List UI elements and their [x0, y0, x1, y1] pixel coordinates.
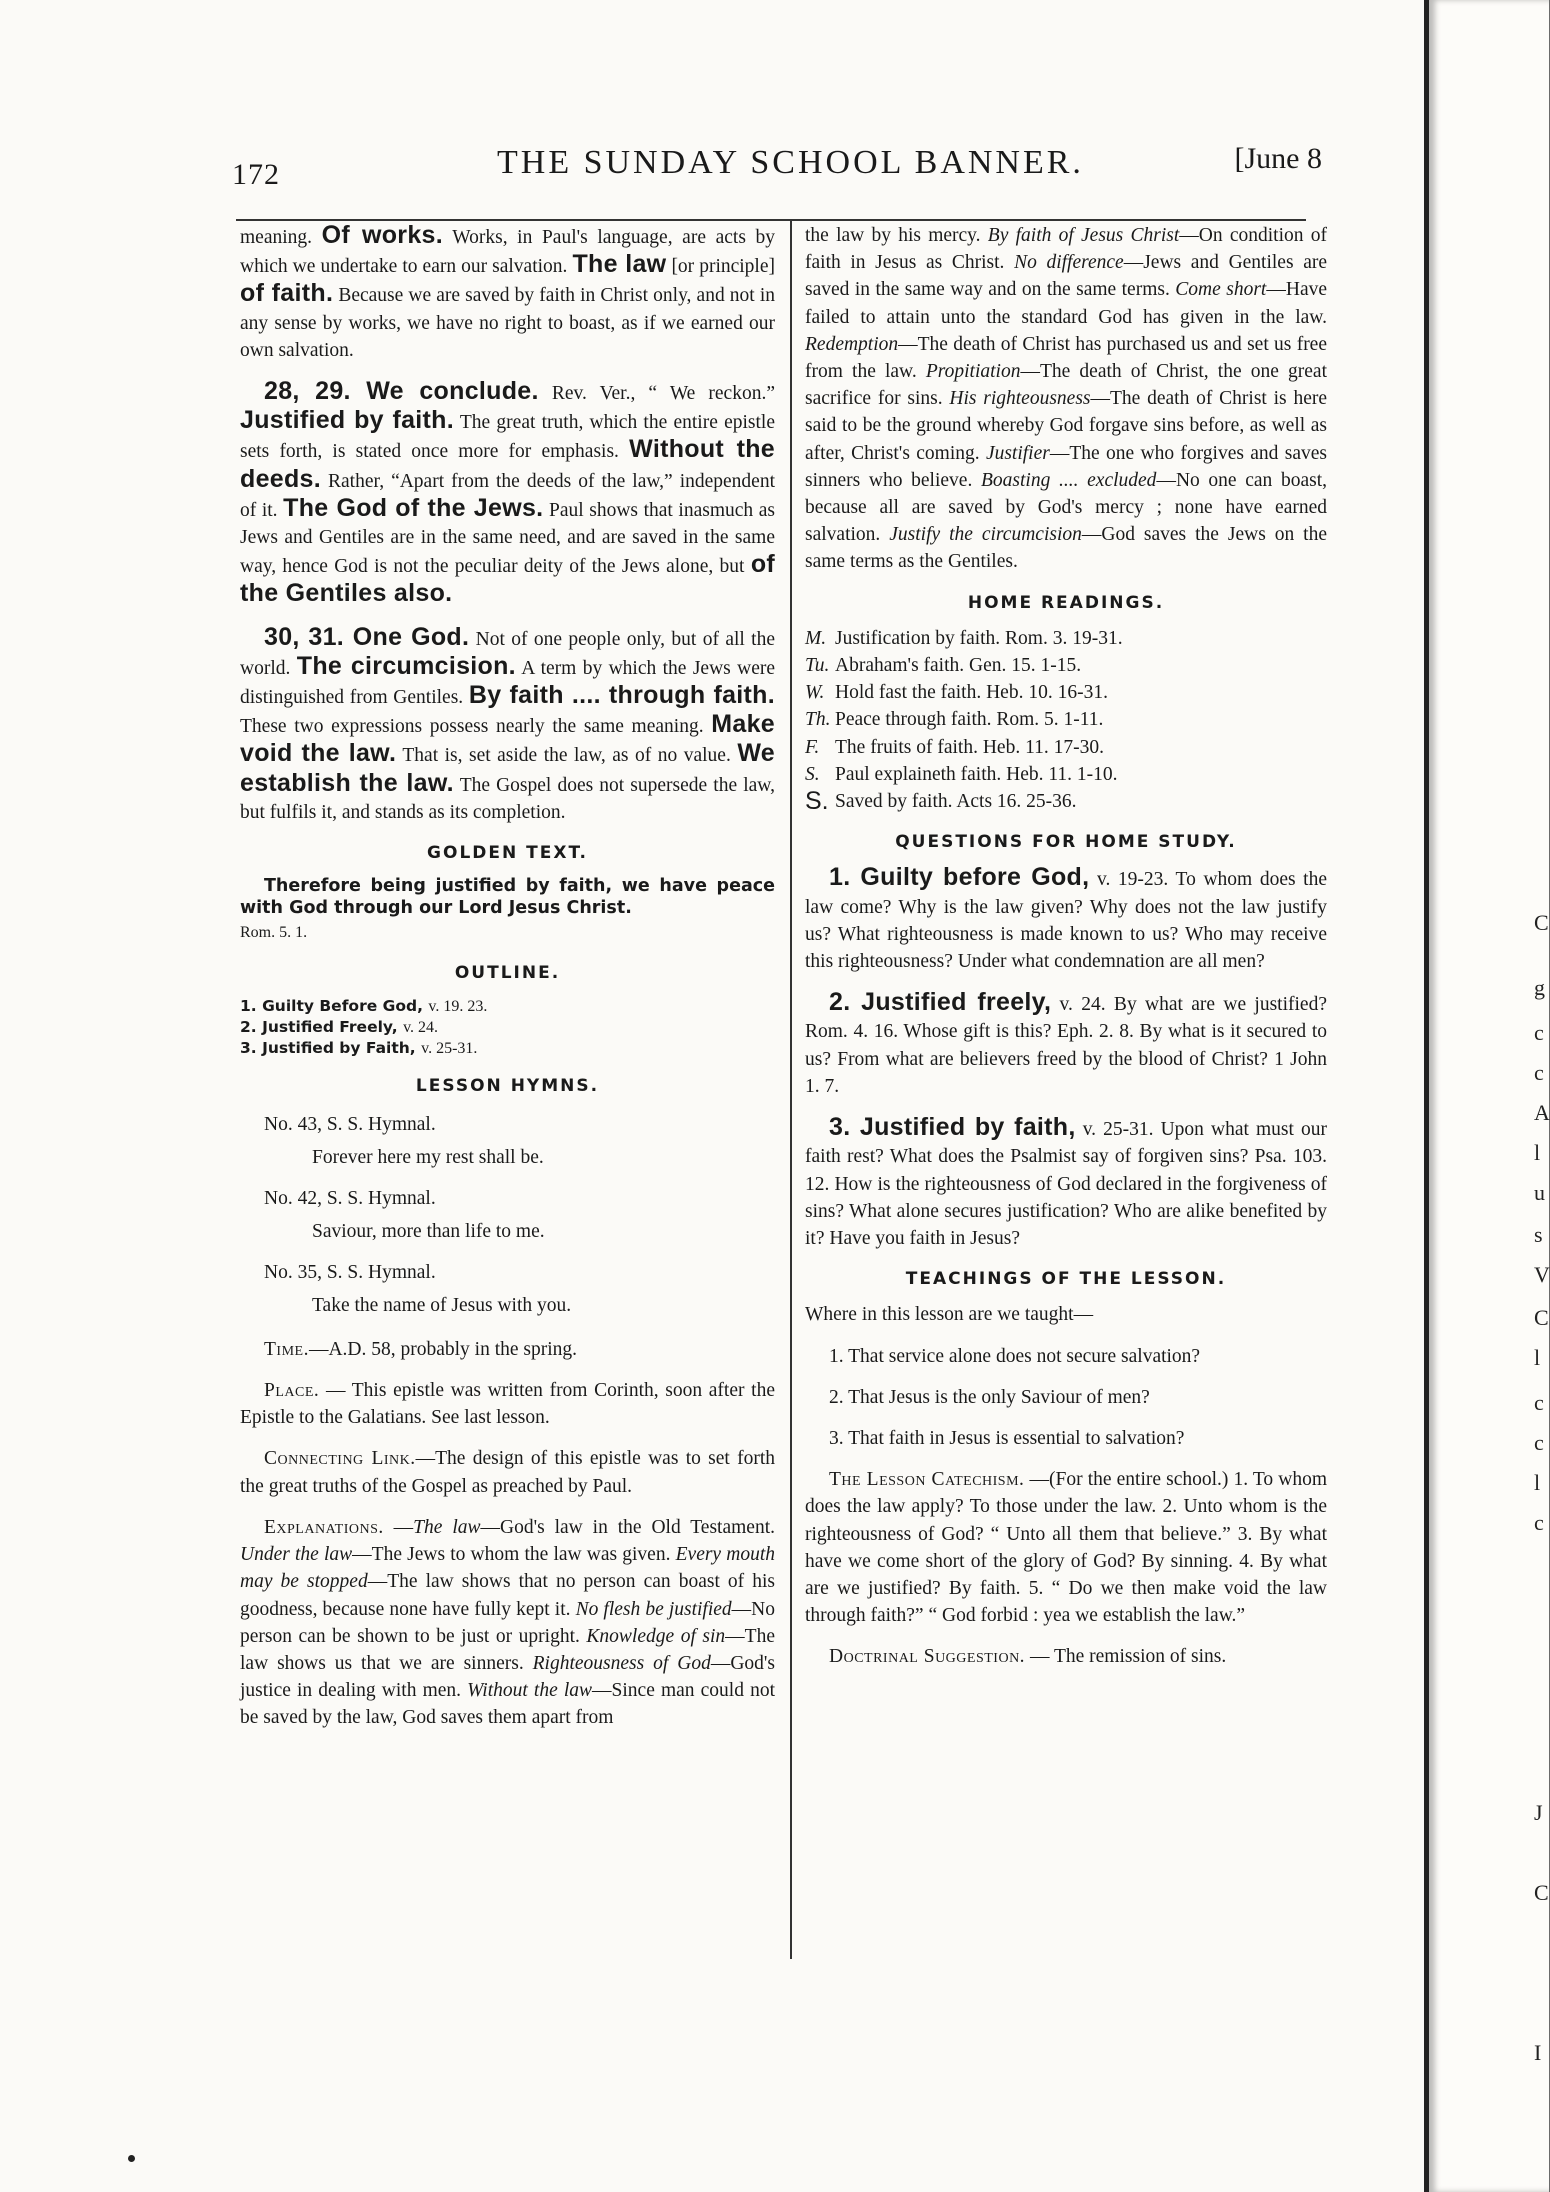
- explanation-text: —The one who forgives and saves sinners who believe.: [805, 442, 1327, 491]
- explanation-text: —No one can boast, because all are saved by God's mercy ; none have earned salvation.: [805, 469, 1327, 546]
- explanation-term: No flesh be justified: [575, 1598, 732, 1620]
- ink-speck: [128, 2155, 135, 2162]
- connecting-link-paragraph: Connecting Link.—The design of this epistle was to set forth the great truths of the Gospel as preached by Paul.: [240, 1448, 775, 1497]
- reading-item: Th. Peace through faith. Rom. 5. 1-11.: [805, 709, 1104, 731]
- explanation-text: —On condition of faith in Jesus as Christ.: [805, 225, 1328, 274]
- edge-letter: u: [1534, 1180, 1545, 1205]
- explanation-text: —The Jews to whom the law was given.: [352, 1544, 676, 1566]
- right-column: [805, 222, 1327, 1671]
- explanations-continued: [805, 222, 1327, 576]
- teachings-intro: Where in this lesson are we taught—: [805, 1304, 1094, 1326]
- catechism-paragraph: The Lesson Catechism. —(For the entire school.) 1. To whom does the law apply? To those under the law. 2. Unto whom is the righteousness of God? “ Unto all them that believe.” 3. By what have we come short of the glory of God? By sinning. 4. By what are we justified? By faith. 5. “ Do we then make void the law through faith?” “ God forbid : yea we establish the law.”: [805, 1469, 1327, 1627]
- explanation-text: —God's law in the Old Testament.: [480, 1516, 775, 1538]
- left-column: [240, 222, 775, 1732]
- outline-list: [240, 996, 775, 1059]
- golden-text-reference: Rom. 5. 1.: [240, 924, 308, 942]
- golden-text-heading: GOLDEN TEXT.: [427, 843, 588, 864]
- reading-item: W. Hold fast the faith. Heb. 10. 16-31.: [805, 682, 1108, 704]
- explanation-text: the law by his mercy.: [805, 225, 988, 246]
- outline-heading: OUTLINE.: [454, 963, 561, 984]
- explanation-term: Come short: [1175, 279, 1267, 301]
- hymns-heading: LESSON HYMNS.: [415, 1075, 600, 1096]
- explanation-term: No difference: [1014, 252, 1124, 274]
- explanation-text: —God saves the Jews on the same terms as the Gentiles.: [805, 524, 1328, 573]
- hymn-line: Take the name of Jesus with you.: [312, 1294, 572, 1316]
- golden-text: Therefore being justified by faith, we have peace with God through our Lord Jesus Christ.: [240, 876, 775, 919]
- explanation-term: Redemption: [805, 333, 899, 355]
- explanation-text: —Jews and Gentiles are saved in the same way and on the same terms.: [805, 252, 1327, 301]
- explanation-term: Knowledge of sin: [586, 1625, 726, 1647]
- teaching-item: 2. That Jesus is the only Saviour of men?: [829, 1386, 1150, 1408]
- explanation-text: —The death of Christ, the one great sacrifice for sins.: [805, 361, 1327, 410]
- edge-letter: C: [1534, 1305, 1549, 1330]
- hymn-line: Forever here my rest shall be.: [312, 1146, 544, 1168]
- explanation-term: Justifier: [985, 442, 1050, 464]
- edge-letter: c: [1534, 1390, 1544, 1415]
- explanation-term: By faith of Jesus Christ: [987, 225, 1180, 246]
- explanation-term: Without the law: [467, 1680, 593, 1702]
- edge-letter: c: [1534, 1510, 1544, 1535]
- reading-item: Tu. Abraham's faith. Gen. 15. 1-15.: [805, 655, 1082, 677]
- question-group: 2. Justified freely, v. 24. By what are we justified? Rom. 4. 16. Whose gift is this? Eph. 2. 8. By what is it secured to us? From what are believers freed by the blood of Christ? 1 John 1. 7.: [805, 988, 1327, 1097]
- reading-item: M. Justification by faith. Rom. 3. 19-31.: [805, 627, 1123, 649]
- outline-item: 3. Justified by Faith, v. 25-31.: [240, 1038, 478, 1057]
- journal-title: THE SUNDAY SCHOOL BANNER.: [497, 144, 1084, 181]
- reading-item: F. The fruits of faith. Heb. 11. 17-30.: [805, 736, 1104, 758]
- explanation-term: Righteousness of God: [532, 1652, 711, 1674]
- issue-date: [June 8: [1234, 142, 1322, 175]
- question-group: 1. Guilty before God, v. 19-23. To whom does the law come? Why is the law given? Why does not the law justify us? What righteousness is made known to us? Who may receive this righteousness? Under what condemnation are all men?: [805, 863, 1327, 973]
- edge-letter: c: [1534, 1430, 1544, 1455]
- home-readings-heading: HOME READINGS.: [967, 592, 1165, 613]
- questions-heading: QUESTIONS FOR HOME STUDY.: [895, 832, 1237, 853]
- hymns-list: [240, 1108, 775, 1322]
- edge-letter: C: [1534, 1880, 1549, 1905]
- time-paragraph: Time.—A.D. 58, probably in the spring.: [264, 1338, 578, 1360]
- outline-item: 2. Justified Freely, v. 24.: [240, 1017, 439, 1036]
- running-header: [232, 130, 1322, 191]
- explanation-term: The law: [413, 1516, 481, 1538]
- explanation-text: —The law shows that no person can boast of his goodness, because none have fully kept it.: [240, 1571, 775, 1620]
- edge-letter: g: [1534, 975, 1545, 1000]
- column-divider: [790, 219, 792, 1959]
- edge-letter: I: [1534, 2040, 1542, 2065]
- explanation-term: Propitiation: [925, 361, 1021, 383]
- teaching-item: 1. That service alone does not secure salvation?: [829, 1345, 1201, 1367]
- edge-letter: l: [1534, 1140, 1541, 1165]
- commentary-paragraph: 28, 29. We conclude. Rev. Ver., “ We reckon.” Justified by faith. The great truth, which the entire epistle sets forth, is stated once more for emphasis. Without the deeds. Rather, “Apart from the deeds of the law,” independent of it. The God of the Jews. Paul shows that inasmuch as Jews and Gentiles are in the same need, and are saved in the same way, hence God is not the peculiar deity of the Jews alone, but of the Gentiles also.: [240, 377, 776, 608]
- explanation-text: —The law shows us that we are sinners.: [240, 1625, 775, 1674]
- explanation-text: —God's justice in dealing with men.: [240, 1652, 776, 1702]
- edge-letter: s: [1534, 1222, 1543, 1247]
- home-readings-list: [805, 625, 1327, 815]
- explanation-term: Every mouth may be stopped: [240, 1544, 776, 1593]
- hymn-number: No. 35, S. S. Hymnal.: [264, 1261, 436, 1283]
- commentary-paragraph: 30, 31. One God. Not of one people only, but of all the world. The circumcision. A term by which the Jews were distinguished from Gentiles. By faith .... through faith. These two expressions possess nearly the same meaning. Make void the law. That is, set aside the law, as of no value. We establish the law. The Gospel does not supersede the law, but fulfils it, and stands as its completion.: [240, 622, 776, 823]
- explanation-term: His righteousness: [949, 388, 1091, 410]
- explanation-term: Boasting .... excluded: [980, 469, 1157, 491]
- reading-item: S. Paul explaineth faith. Heb. 11. 1-10.: [805, 763, 1118, 785]
- doctrinal-suggestion: Doctrinal Suggestion. — The remission of sins.: [829, 1646, 1227, 1668]
- commentary-paragraph: meaning. Of works. Works, in Paul's language, are acts by which we undertake to earn our salvation. The law [or principle] of faith. Because we are saved by faith in Christ only, and not in any sense by works, we have no right to boast, as if we earned our own salvation.: [240, 221, 776, 361]
- hymn-line: Saviour, more than life to me.: [312, 1220, 545, 1242]
- explanation-text: —No person can be shown to be just or upright.: [240, 1598, 775, 1647]
- edge-letter: J: [1534, 1800, 1543, 1825]
- place-paragraph: Place. — This epistle was written from Corinth, soon after the Epistle to the Galatians. See last lesson.: [240, 1380, 775, 1429]
- next-page-edge: [1424, 0, 1549, 2192]
- outline-item: 1. Guilty Before God, v. 19. 23.: [240, 996, 488, 1015]
- next-page-edge-letters: [1534, 0, 1550, 2192]
- teachings-heading: TEACHINGS OF THE LESSON.: [905, 1269, 1227, 1290]
- edge-letter: c: [1534, 1060, 1544, 1085]
- explanation-text: —The death of Christ is here said to be the ground whereby God forgave sins before, as well as after, Christ's coming.: [805, 388, 1327, 464]
- question-group: 3. Justified by faith, v. 25-31. Upon what must our faith rest? What does the Psalmist say of forgiven sins? Psa. 103. 12. How is the righteousness of God declared in the forgiveness of sins? What alone secures justification? Who are alike benefited by it? Have you faith in Jesus?: [805, 1113, 1327, 1249]
- explanation-text: —The death of Christ has purchased us and set us free from the law.: [805, 333, 1327, 383]
- edge-letter: l: [1534, 1470, 1541, 1495]
- edge-letter: C: [1534, 910, 1549, 935]
- teaching-item: 3. That faith in Jesus is essential to salvation?: [829, 1427, 1185, 1449]
- explanation-text: —: [393, 1516, 414, 1538]
- reading-item: S. Saved by faith. Acts 16. 25-36.: [805, 787, 1077, 816]
- explanation-term: Under the law: [240, 1544, 353, 1566]
- edge-letter: A: [1534, 1100, 1550, 1125]
- hymn-number: No. 42, S. S. Hymnal.: [264, 1187, 436, 1209]
- explanation-term: Justify the circumcision: [889, 524, 1082, 546]
- hymn-number: No. 43, S. S. Hymnal.: [264, 1113, 436, 1135]
- explanations-paragraph: Explanations. —The law—God's law in the Old Testament. Under the law—The Jews to whom the law was given. Every mouth may be stopped—The law shows that no person can boast of his goodness, because none have fully kept it. No flesh be justified—No person can be shown to be just or upright. Knowledge of sin—The law shows us that we are sinners. Righteousness of God—God's justice in dealing with men. Without the law—Since man could not be saved by the law, God saves them apart from: [240, 1516, 776, 1729]
- edge-letter: l: [1534, 1345, 1541, 1370]
- edge-letter: c: [1534, 1020, 1544, 1045]
- page-number: 172: [232, 158, 280, 191]
- explanation-text: —Since man could not be saved by the law, God saves them apart from: [240, 1680, 775, 1729]
- edge-letter: V: [1534, 1262, 1550, 1287]
- explanation-text: —Have failed to attain unto the standard God has given in the law.: [805, 279, 1328, 328]
